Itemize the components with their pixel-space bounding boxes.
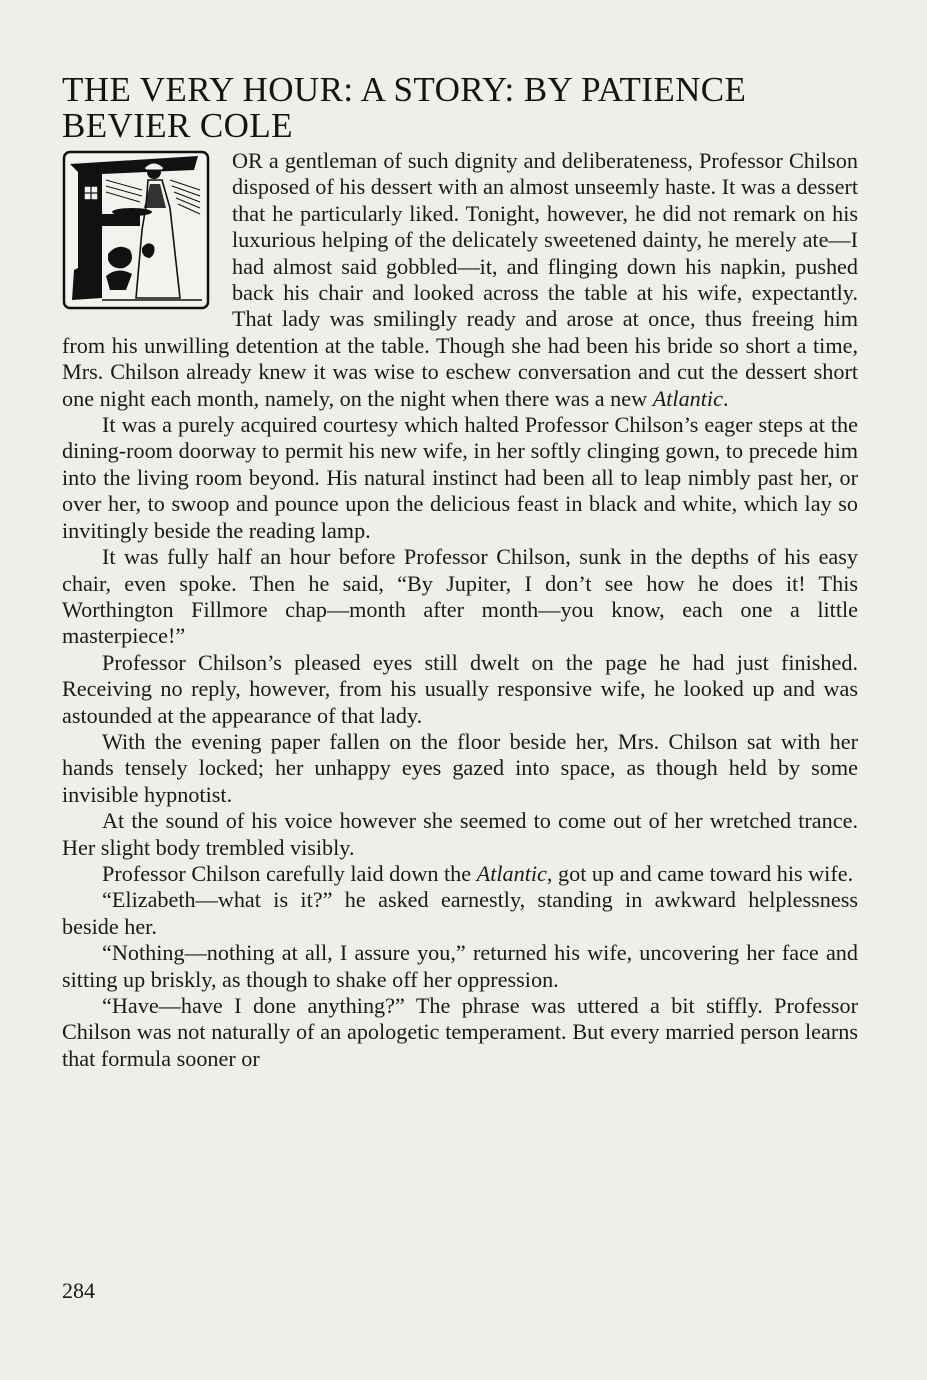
paragraph <box>62 412 858 544</box>
text-run: . <box>722 385 729 411</box>
article-title: THE VERY HOUR: A STORY: BY PATIENCE BEVIER COLE <box>62 70 747 145</box>
text-run: OR a gentleman of such dignity and deliberateness, Professor Chilson disposed of his dessert with an almost unseemly haste. It was a dessert that he particularly liked. Tonight, however, he did not remark on his luxurious helping of the delicately sweetened dainty, he merely ate—I had almost said gobbled—it, and flinging down his napkin, pushed back his chair and looked across the table at his wife, expectantly. That lady was smilingly ready and arose at once, thus freeing him from his unwilling detention at the table. Though she had been his bride so short a time, Mrs. Chilson already knew it was wise to eschew conversation and cut the dessert short one night each month, namely, on the night when there was a new <box>62 148 858 411</box>
paragraph <box>62 940 858 993</box>
paragraph <box>62 993 858 1072</box>
paragraph <box>62 650 858 729</box>
article <box>62 72 858 1072</box>
paragraph <box>62 861 858 887</box>
text-run: “Elizabeth—what is it?” he asked earnestly, standing in awkward helplessness beside her. <box>62 887 858 939</box>
text-run: , got up and came toward his wife. <box>546 860 854 886</box>
drop-cap-illustration <box>62 150 210 310</box>
page-number: 284 <box>62 1278 95 1303</box>
text-run: With the evening paper fallen on the floor beside her, Mrs. Chilson sat with her hands tensely locked; her unhappy eyes gazed into space, as though held by some invisible hypnotist. <box>62 728 858 807</box>
drop-cap-f-icon <box>62 150 210 310</box>
text-run: Professor Chilson carefully laid down the <box>102 860 477 886</box>
paragraph <box>62 887 858 940</box>
text-run: It was a purely acquired courtesy which halted Professor Chilson’s eager steps at the dining-room doorway to permit his new wife, in her softly clinging gown, to precede him into the living room beyond. His natural instinct had been all to leap nimbly past her, or over her, to swoop and pounce upon the delicious feast in black and white, which lay so invitingly beside the reading lamp. <box>62 412 858 543</box>
text-run: “Nothing—nothing at all, I assure you,” returned his wife, uncovering her face and sitting up briskly, as though to shake off her oppression. <box>62 940 858 992</box>
italic-title: Atlantic <box>476 860 547 886</box>
italic-title: Atlantic <box>652 385 723 411</box>
text-run: It was fully half an hour before Professor Chilson, sunk in the depths of his easy chair, even spoke. Then he said, “By Jupiter, I don’t see how he does it! This Worthington Fillmore chap—month after month—you know, each one a little masterpiece!” <box>62 544 858 649</box>
story-body <box>62 148 858 1072</box>
paragraph <box>62 544 858 650</box>
text-run: “Have—have I done anything?” The phrase was uttered a bit stiffly. Professor Chilson was not naturally of an apologetic temperament. But every married person learns that formula sooner or <box>62 993 858 1071</box>
text-run: At the sound of his voice however she seemed to come out of her wretched trance. Her slight body trembled visibly. <box>62 808 858 860</box>
paragraph <box>62 729 858 808</box>
paragraph <box>62 808 858 861</box>
text-run: Professor Chilson’s pleased eyes still dwelt on the page he had just finished. Receiving no reply, however, from his usually responsive wife, he looked up and was astounded at the appearance of that lady. <box>62 649 858 728</box>
